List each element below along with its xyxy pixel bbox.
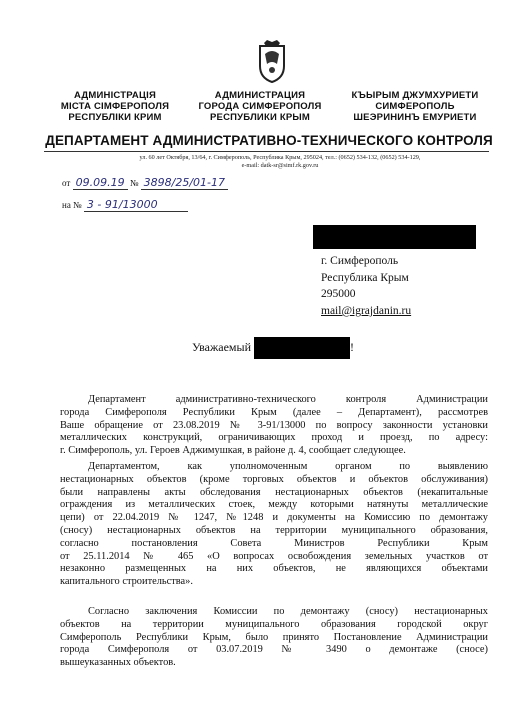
department-email: e-mail: datk-sr@simf.rk.gov.ru [241, 162, 319, 169]
letter-body-part-1 [60, 394, 488, 458]
body-line: г. Симферополь, ул. Героев Аджимушкая, в районе д. 4, сообщает следующее. [60, 445, 406, 457]
outgoing-date: 09.09.19 [73, 176, 128, 190]
header-right [340, 90, 490, 123]
recipient-zip: 295000 [321, 288, 356, 300]
greeting-punctuation: ! [350, 340, 354, 354]
header-right-line-1: КЪЫРЫМ ДЖУМХУРИЕТИ [351, 90, 479, 101]
coat-of-arms-icon [255, 40, 289, 84]
body-line: металлических конструкций, ограничивающих проход и проезд, по адресу: [60, 432, 488, 444]
body-line: нестационарных объектов (кроме торговых объектов и объектов обслуживания) [60, 473, 488, 485]
outgoing-reference [62, 176, 228, 190]
incoming-reference [62, 198, 188, 212]
to-number-label: на № [62, 200, 82, 210]
header-divider [44, 151, 489, 152]
header-left [50, 90, 180, 123]
letter-body-part-3 [60, 606, 488, 670]
redacted-addressee-name [254, 337, 350, 359]
body-line: цепи) от 22.04.2019 № 1247, №1248 и документы на Комиссию по демонтажу [60, 512, 488, 524]
number-label: № [129, 178, 139, 188]
header-right-line-3: ШЕЭРИНИНЪ ЕМУРИЕТИ [353, 112, 477, 123]
body-line: были направлены акты обследования нестационарных объектов (некапитальные [60, 486, 488, 498]
body-line: Ваше обращение от 23.08.2019 № 3-91/13000 по вопросу законности установки [60, 419, 488, 431]
header-middle [190, 90, 330, 123]
header-left-line-3: РЕСПУБЛІКИ КРИМ [68, 112, 162, 123]
header-left-line-2: МІСТА СІМФЕРОПОЛЯ [60, 101, 170, 112]
body-line: согласно постановления Совета Министров Республики Крым [60, 537, 488, 549]
body-line: города Симферополя от 03.07.2019 № 3490 о демонтаже (сносе) [60, 644, 488, 656]
greeting: Уважаемый [192, 340, 251, 354]
body-line: Департаментом, как уполномоченным органом по выявлению [88, 461, 488, 472]
recipient-city: г. Симферополь [321, 255, 399, 267]
body-line: Согласно заключения Комиссии по демонтажу (сносу) нестационарных [88, 606, 488, 617]
body-line: Департамент административно-технического контроля Администрации [88, 394, 488, 405]
department-address: ул. 60 лет Октября, 13/64, г. Симферополь, Республика Крым, 295024, тел.: (0652) 534-132, (0652) 534-129, [139, 154, 421, 161]
header-middle-line-3: РЕСПУБЛИКИ КРЫМ [210, 112, 310, 123]
body-line: Симферополь Республики Крым, было принято Постановление Администрации [60, 631, 488, 643]
body-line: объектов на территории муниципального образования городской округ [60, 618, 488, 630]
body-line: от 25.11.2014 № 465 «О вопросах освобождения земельных участков от [60, 550, 488, 562]
body-line: ограждения из металлических стоек, между которыми натянуты металлические [60, 499, 488, 511]
body-line: (сносу) нестационарных объектов на территории муниципального образования, [60, 524, 488, 536]
letter-body-part-2 [60, 461, 488, 589]
department-title: ДЕПАРТАМЕНТ АДМИНИСТРАТИВНО-ТЕХНИЧЕСКОГО КОНТРОЛЯ [45, 133, 493, 148]
recipient-region: Республика Крым [321, 272, 409, 284]
header-left-line-1: АДМИНІСТРАЦІЯ [73, 90, 157, 101]
redacted-recipient-name [313, 225, 476, 249]
body-line: города Симферополя Республики Крым (далее – Департамент), рассмотрев [60, 406, 488, 418]
body-line: капитального строительства». [60, 576, 193, 588]
header-middle-line-2: ГОРОДА СИМФЕРОПОЛЯ [198, 101, 322, 112]
body-line: вышеуказанных объектов. [60, 657, 176, 669]
from-label: от [62, 178, 71, 188]
incoming-number: 3 - 91/13000 [84, 198, 188, 212]
recipient-email: mail@igrajdanin.ru [321, 305, 412, 317]
header-right-line-2: СИМФЕРОПОЛЬ [375, 101, 455, 112]
body-line: незаконно размещенных на них объектов, не являющихся объектами [60, 563, 488, 575]
header-middle-line-1: АДМИНИСТРАЦИЯ [214, 90, 306, 101]
outgoing-number: 3898/25/01-17 [141, 176, 228, 190]
